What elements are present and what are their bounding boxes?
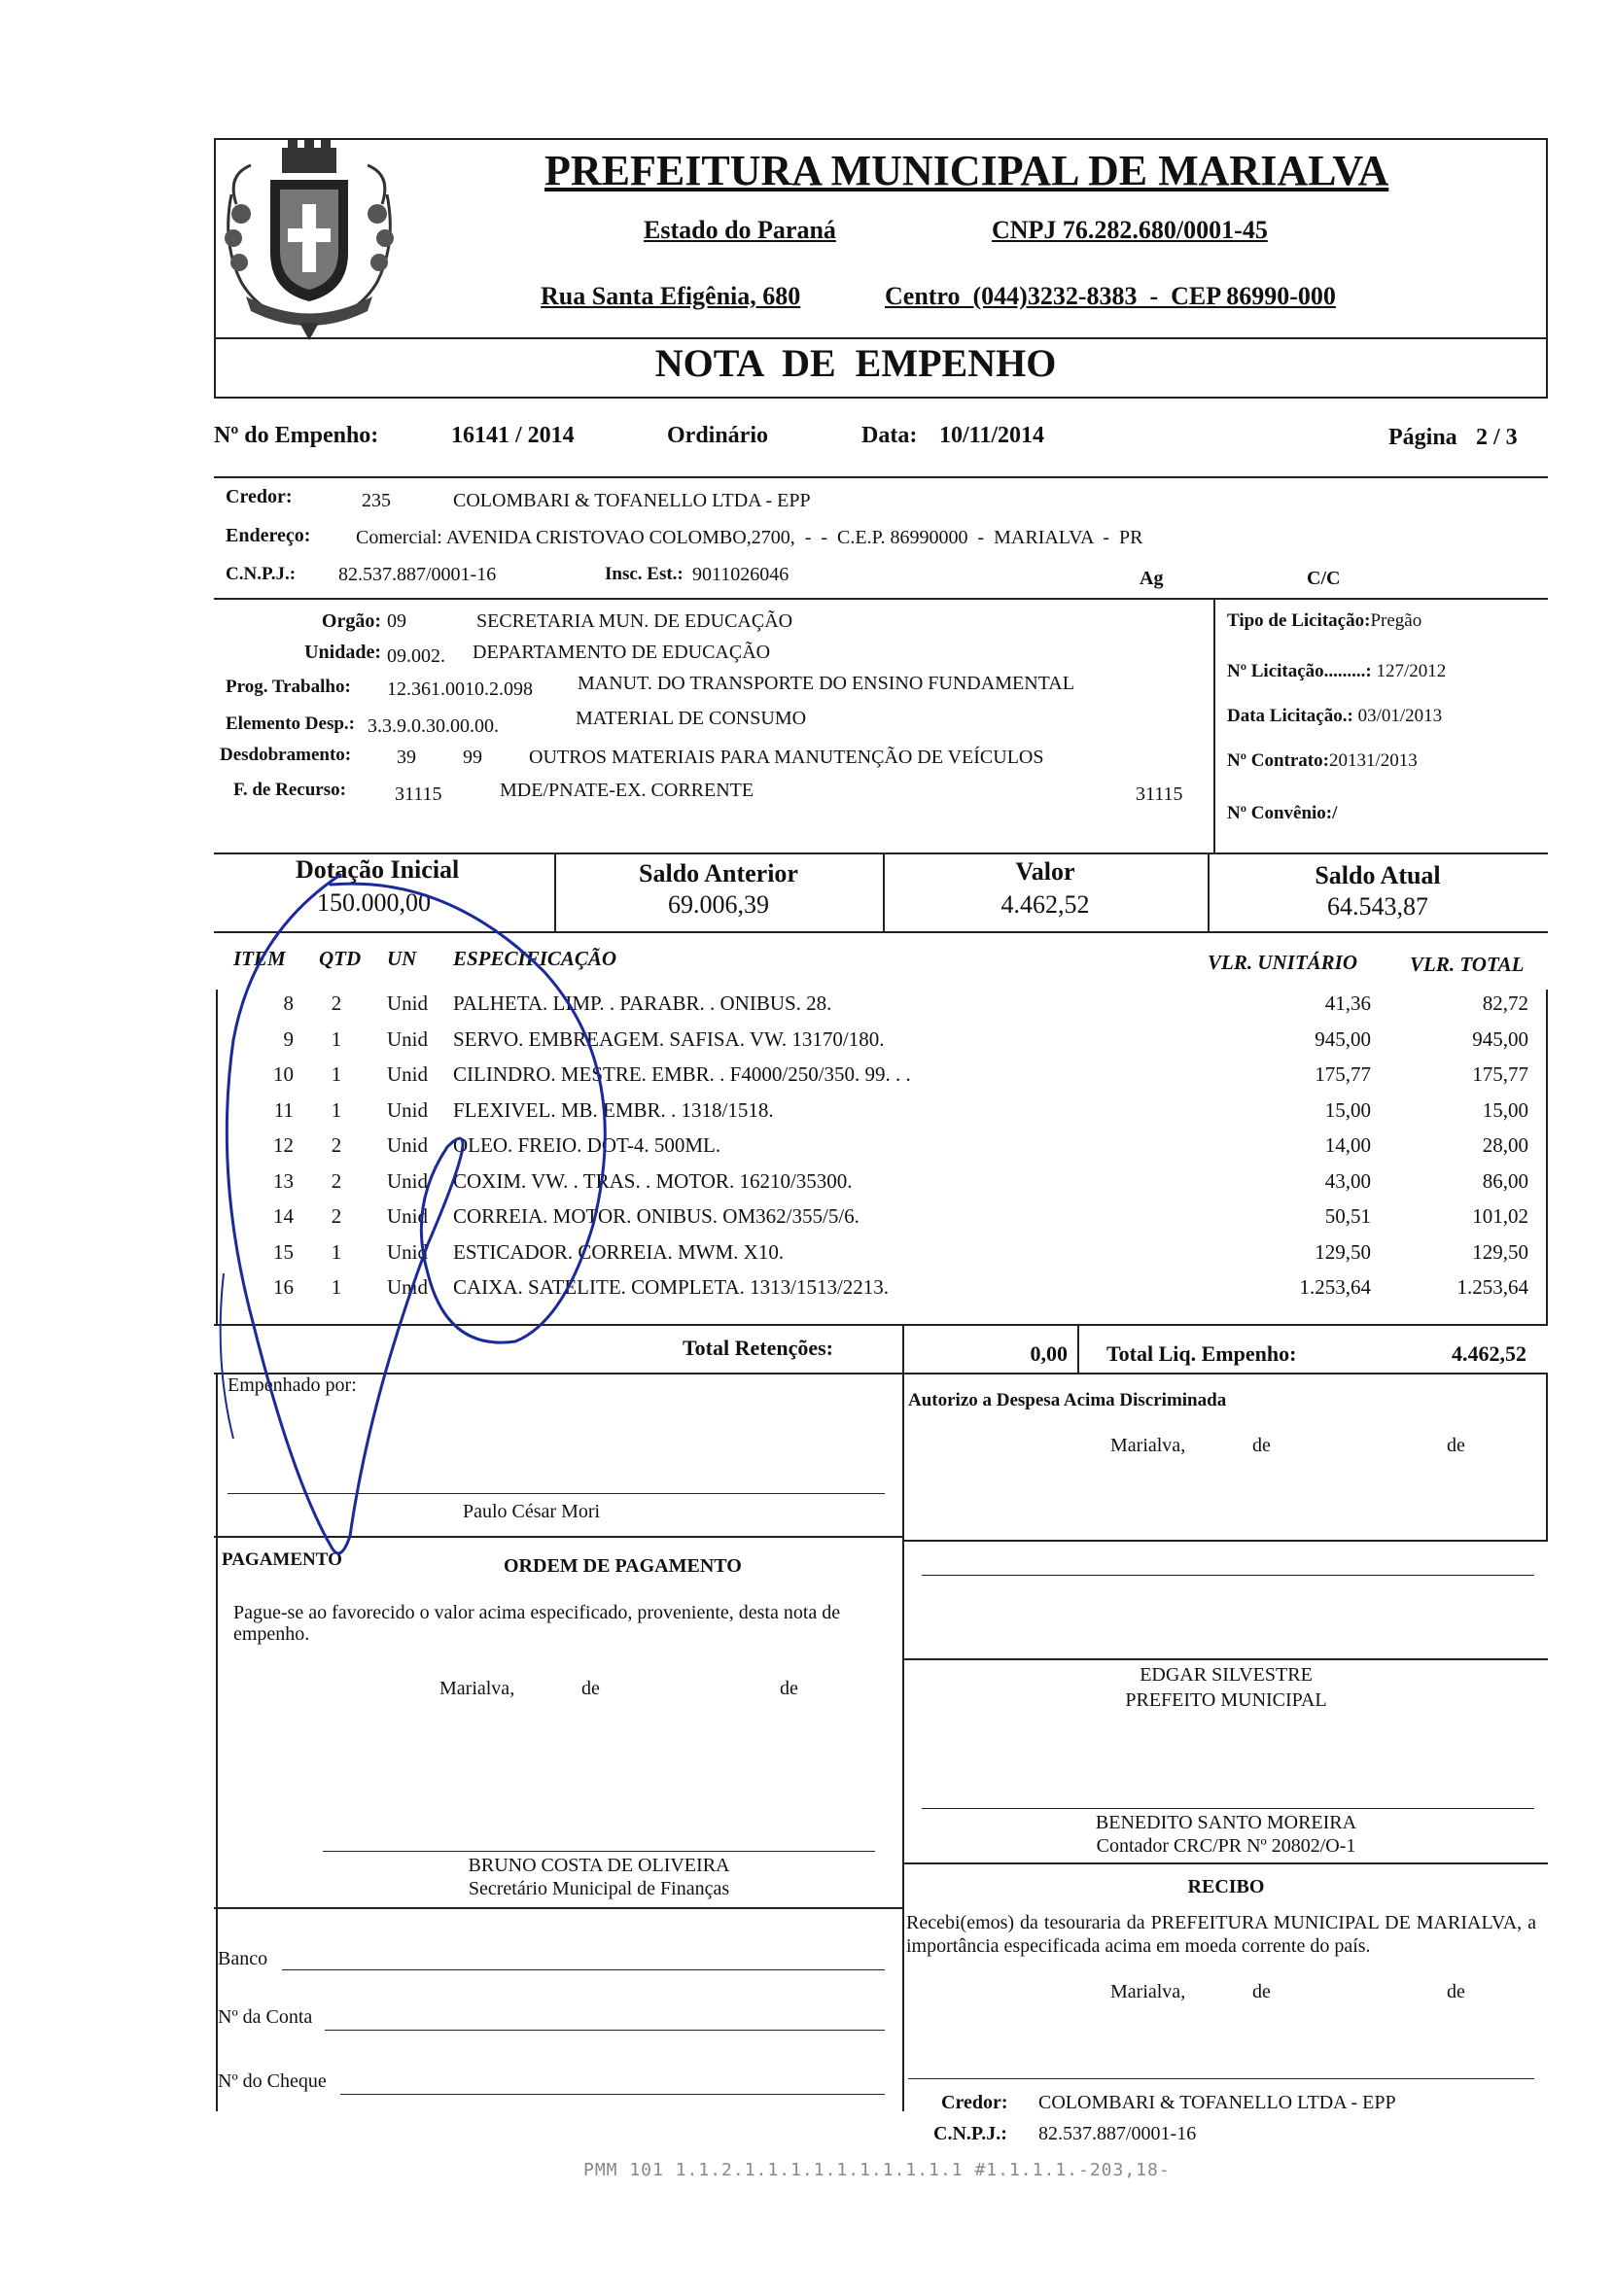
saldo-anterior-label: Saldo Anterior [639,859,798,887]
licitacao-number [1227,661,1446,682]
divider-line [904,1862,1548,1864]
desdobramento-code: 39 [397,747,416,768]
item-unit-price: 43,00 [1324,1168,1371,1193]
print-stamp: PMM 101 1.1.2.1.1.1.1.1.1.1.1.1.1 #1.1.1.1.-203,18- [583,2160,1171,2180]
item-description: ESTICADOR. CORREIA. MWM. X10. [453,1239,785,1264]
item-description: OLEO. FREIO. DOT-4. 500ML. [453,1133,721,1157]
item-unit: Unid [387,1204,428,1228]
divider-line [904,1540,1548,1542]
pagamento-de1: de [581,1678,600,1699]
credor-name: COLOMBARI & TOFANELLO LTDA - EPP [453,490,811,511]
licitacao-date-label: Data Licitação.: [1227,706,1353,726]
footer-credor-label: Credor: [941,2092,1008,2113]
item-unit: Unid [387,1275,428,1299]
financas-name: BRUNO COSTA DE OLIVEIRA [468,1855,730,1876]
col-item-header: ITEM [233,947,286,970]
saldo-atual-value: 64.543,87 [1327,892,1428,921]
divider-line [904,1658,1548,1660]
city-title: PREFEITURA MUNICIPAL DE MARIALVA [544,147,1389,194]
empenho-number: 16141 / 2014 [451,423,575,448]
item-unit: Unid [387,991,428,1015]
state-name: Estado do Paraná [644,216,836,244]
item-unit-price: 41,36 [1324,991,1371,1015]
recibo-de1: de [1252,1981,1271,2002]
licitacao-type [1227,610,1421,632]
footer-cnpj: 82.537.887/0001-16 [1038,2123,1197,2144]
city-contact: Centro (044)3232-8383 - CEP 86990-000 [885,282,1336,310]
recibo-title: RECIBO [1187,1876,1265,1897]
valor-label: Valor [1015,857,1075,886]
item-qty: 1 [331,1097,342,1122]
recibo-text: Recebi(emos) da tesouraria da PREFEITURA MUNICIPAL DE MARIALVA, a importância especificada acima em moeda corrente do país. [906,1912,1536,1957]
item-description: SERVO. EMBREAGEM. SAFISA. VW. 13170/180. [453,1026,885,1051]
desdobramento-sub: 99 [463,747,482,768]
item-total: 28,00 [1482,1133,1528,1157]
item-unit-price: 15,00 [1324,1097,1371,1122]
col-espec-header: ESPECIFICAÇÃO [453,947,617,970]
column-divider [902,1373,904,2111]
convenio-label: Nº Convênio:/ [1227,803,1338,823]
unidade-name: DEPARTAMENTO DE EDUCAÇÃO [473,642,771,663]
insc-label: Insc. Est.: [605,564,684,584]
page-label: Página [1388,425,1457,450]
item-qty: 1 [331,1275,342,1299]
item-number: 8 [283,991,294,1015]
recurso-label: F. de Recurso: [233,780,346,800]
item-total: 86,00 [1482,1168,1528,1193]
banco-label: Banco [218,1948,268,1969]
divider-line [214,598,1548,600]
total-retencoes-value: 0,00 [1030,1341,1068,1366]
saldo-anterior-value: 69.006,39 [668,890,769,919]
address-label: Endereço: [226,525,311,546]
item-number: 16 [273,1275,294,1299]
item-total: 945,00 [1472,1026,1528,1051]
document-title: NOTA DE EMPENHO [654,341,1057,385]
elemento-name: MATERIAL DE CONSUMO [576,708,807,729]
empenhado-label: Empenhado por: [228,1374,357,1396]
prefeito-name: EDGAR SILVESTRE [1140,1664,1313,1686]
valor-value: 4.462,52 [1000,890,1090,919]
total-liq-label: Total Liq. Empenho: [1106,1341,1297,1366]
item-number: 11 [273,1097,294,1122]
autorizo-label: Autorizo a Despesa Acima Discriminada [908,1390,1227,1410]
item-unit-price: 945,00 [1315,1026,1371,1051]
total-liq-value: 4.462,52 [1452,1341,1526,1366]
pagamento-label: PAGAMENTO [222,1549,342,1570]
item-number: 10 [273,1062,294,1086]
item-unit: Unid [387,1133,428,1157]
divider-line [214,1907,902,1909]
item-number: 9 [283,1026,294,1051]
financas-role: Secretário Municipal de Finanças [468,1878,730,1899]
item-qty: 2 [331,1204,342,1228]
column-divider [1213,598,1215,852]
city-address: Rua Santa Efigênia, 680 [541,282,801,310]
contrato-label: Nº Contrato: [1227,750,1329,771]
item-unit-price: 175,77 [1315,1062,1371,1086]
recibo-de2: de [1447,1981,1465,2002]
page-number: 2 / 3 [1476,425,1518,450]
footer-cnpj-label: C.N.P.J.: [933,2123,1007,2144]
credor-insc: 9011026046 [692,564,789,585]
elemento-label: Elemento Desp.: [226,713,355,734]
item-unit-price: 50,51 [1324,1204,1371,1228]
item-unit-price: 1.253,64 [1299,1275,1371,1299]
item-number: 13 [273,1168,294,1193]
autorizo-de1: de [1252,1435,1271,1456]
city-cnpj: CNPJ 76.282.680/0001-45 [992,216,1268,244]
prog-code: 12.361.0010.2.098 [387,678,533,700]
handwritten-signature [194,855,661,1575]
col-unit-header: VLR. UNITÁRIO [1208,951,1358,974]
cnpj-label: C.N.P.J.: [226,564,297,584]
item-description: PALHETA. LIMP. . PARABR. . ONIBUS. 28. [453,991,832,1015]
cc-label: C/C [1307,568,1341,589]
prog-name: MANUT. DO TRANSPORTE DO ENSINO FUNDAMENTAL [578,673,1074,694]
saldo-atual-label: Saldo Atual [1315,861,1441,889]
banco-line [282,1969,885,1970]
empenho-type: Ordinário [667,423,769,448]
col-total-header: VLR. TOTAL [1410,953,1525,976]
item-unit: Unid [387,1026,428,1051]
contrato-value: 20131/2013 [1328,750,1418,771]
licitacao-date [1227,706,1442,727]
empenho-number-label: Nº do Empenho: [214,423,379,448]
orgao-name: SECRETARIA MUN. DE EDUCAÇÃO [476,610,793,632]
pagamento-text: Pague-se ao favorecido o valor acima especificado, proveniente, desta nota de empenho. [233,1602,841,1645]
item-qty: 2 [331,1133,342,1157]
credor-address: Comercial: AVENIDA CRISTOVAO COLOMBO,2700, - - C.E.P. 86990000 - MARIALVA - PR [356,527,1143,548]
divider-line [214,476,1548,478]
col-qtd-header: QTD [319,947,362,970]
item-total: 1.253,64 [1456,1275,1528,1299]
recurso-code-right: 31115 [1136,783,1183,805]
recurso-code: 31115 [395,783,442,805]
item-qty: 2 [331,1168,342,1193]
licitacao-date-value: 03/01/2013 [1357,706,1443,726]
dotacao-inicial-value: 150.000,00 [317,888,431,917]
item-total: 101,02 [1472,1204,1528,1228]
pagamento-de2: de [780,1678,798,1699]
item-description: CILINDRO. MESTRE. EMBR. . F4000/250/350. 99. . . [453,1062,911,1086]
conta-label: Nº da Conta [218,2006,313,2028]
item-qty: 1 [331,1026,342,1051]
ordem-pagamento-title: ORDEM DE PAGAMENTO [504,1555,742,1577]
dotacao-inicial-label: Dotação Inicial [296,855,460,884]
item-qty: 1 [331,1062,342,1086]
cheque-line [340,2094,885,2095]
desdobramento-label: Desdobramento: [220,745,352,765]
item-description: CAIXA. SATELITE. COMPLETA. 1313/1513/2213. [453,1275,890,1299]
unidade-label: Unidade: [304,642,381,663]
recibo-place: Marialva, [1110,1981,1186,2002]
item-description: COXIM. VW. . TRAS. . MOTOR. 16210/35300. [453,1168,853,1193]
item-unit-price: 14,00 [1324,1133,1371,1157]
orgao-label: Orgão: [321,610,381,632]
item-unit: Unid [387,1168,428,1193]
conta-line [325,2030,885,2031]
item-total: 82,72 [1482,991,1528,1015]
item-number: 12 [273,1133,294,1157]
credor-label: Credor: [226,486,293,507]
column-divider [1077,1324,1079,1373]
total-retencoes-label: Total Retenções: [683,1336,833,1360]
footer-credor-name: COLOMBARI & TOFANELLO LTDA - EPP [1038,2092,1396,2113]
autorizo-place: Marialva, [1110,1435,1186,1456]
ag-label: Ag [1140,568,1164,589]
licitacao-number-label: Nº Licitação.........: [1227,661,1372,681]
licitacao-number-value: 127/2012 [1376,661,1447,681]
recurso-name: MDE/PNATE-EX. CORRENTE [500,780,754,801]
col-un-header: UN [387,947,417,970]
signature-line [922,1575,1534,1576]
item-unit: Unid [387,1239,428,1264]
prefeito-role: PREFEITO MUNICIPAL [1125,1689,1327,1711]
contador-name: BENEDITO SANTO MOREIRA [1095,1812,1357,1833]
empenhado-name: Paulo César Mori [463,1501,601,1522]
pagamento-place: Marialva, [439,1678,515,1699]
item-number: 15 [273,1239,294,1264]
item-qty: 2 [331,991,342,1015]
item-total: 175,77 [1472,1062,1528,1086]
credor-code: 235 [362,490,391,511]
empenho-date: 10/11/2014 [939,423,1045,448]
item-description: FLEXIVEL. MB. EMBR. . 1318/1518. [453,1097,774,1122]
orgao-code: 09 [387,610,406,632]
item-unit-price: 129,50 [1315,1239,1371,1264]
item-description: CORREIA. MOTOR. ONIBUS. OM362/355/5/6. [453,1204,860,1228]
elemento-code: 3.3.9.0.30.00.00. [368,715,499,737]
signature-line [908,2078,1534,2079]
item-unit: Unid [387,1097,428,1122]
item-number: 14 [273,1204,294,1228]
column-divider [902,1324,904,1373]
cheque-label: Nº do Cheque [218,2070,327,2092]
credor-cnpj: 82.537.887/0001-16 [338,564,497,585]
signature-line [323,1851,875,1852]
item-total: 129,50 [1472,1239,1528,1264]
contrato-number [1227,750,1418,772]
empenho-date-label: Data: [861,423,918,448]
autorizo-de2: de [1447,1435,1465,1456]
item-unit: Unid [387,1062,428,1086]
signature-line [922,1808,1534,1809]
table-right-border [1546,1373,1548,1540]
item-total: 15,00 [1482,1097,1528,1122]
contador-role: Contador CRC/PR Nº 20802/O-1 [1096,1835,1356,1857]
divider-line [214,852,1548,854]
item-qty: 1 [331,1239,342,1264]
prog-label: Prog. Trabalho: [226,677,351,697]
header-divider [214,337,1548,339]
unidade-code: 09.002. [387,645,445,667]
licitacao-type-value: Pregão [1370,610,1422,631]
licitacao-type-label: Tipo de Licitação: [1227,610,1371,631]
desdobramento-name: OUTROS MATERIAIS PARA MANUTENÇÃO DE VEÍCULOS [529,747,1044,768]
